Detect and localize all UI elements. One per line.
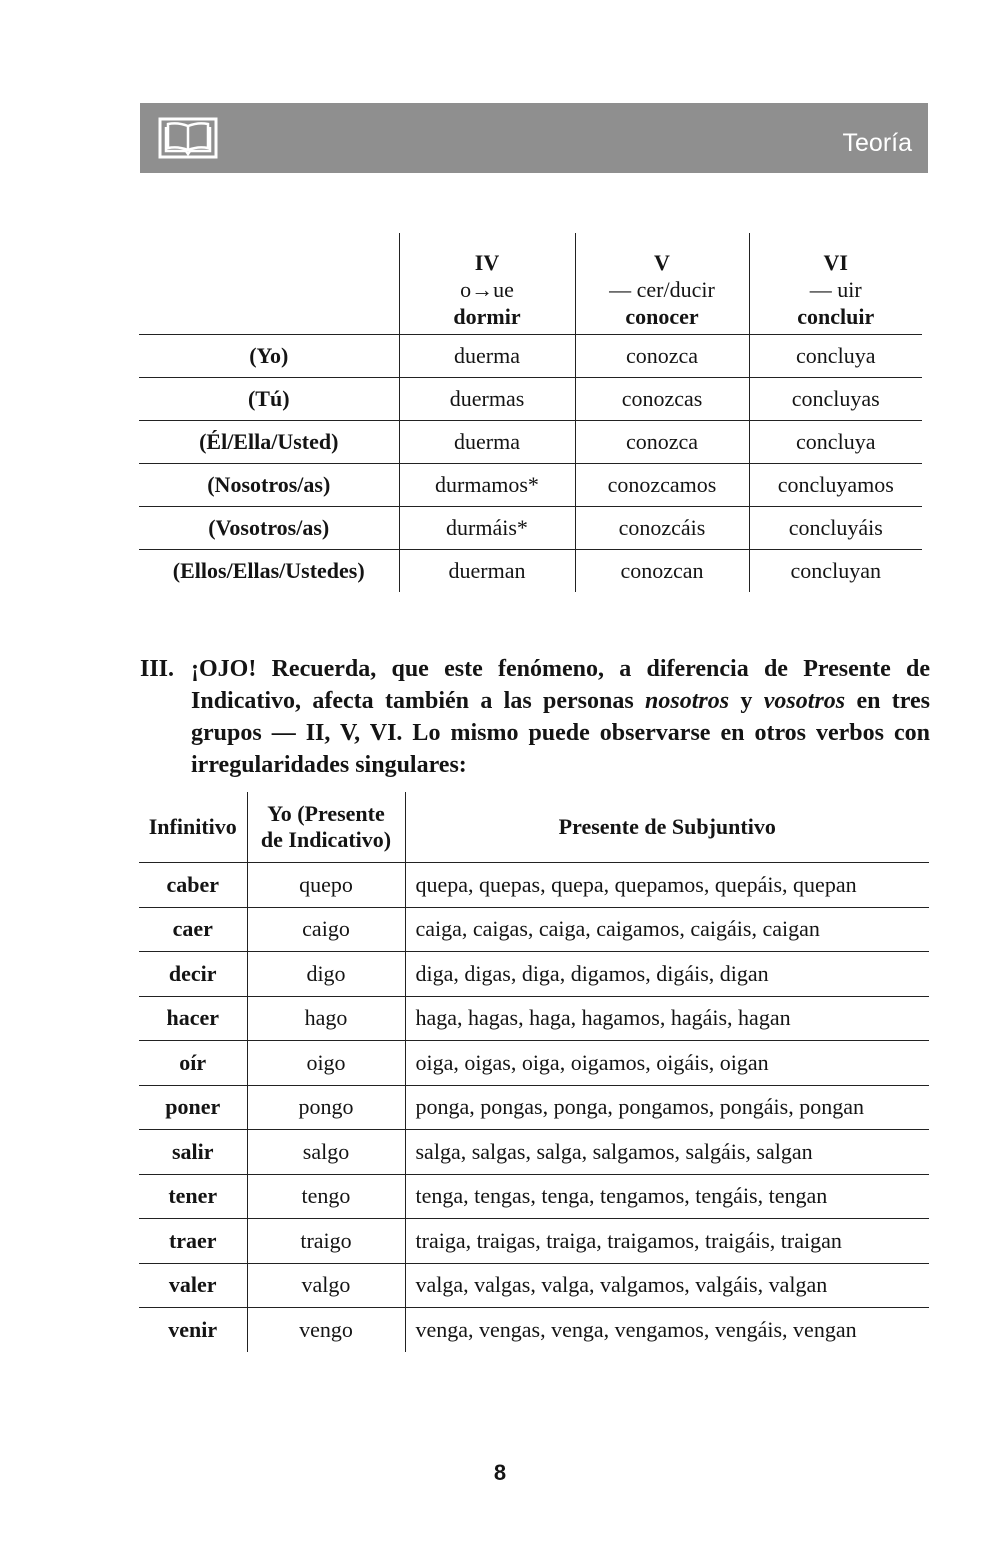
conjugation-table [139, 233, 922, 592]
infinitive-cell: poner [139, 1085, 247, 1130]
table-header-row [139, 233, 922, 335]
table-row [139, 335, 922, 378]
table-row [139, 1263, 929, 1308]
form-cell: concluyas [749, 378, 922, 421]
table-row [139, 507, 922, 550]
form-cell: duerma [399, 335, 575, 378]
paragraph-number: III. [140, 656, 175, 682]
infinitive-header: Infinitivo [139, 792, 247, 863]
infinitive-cell: decir [139, 952, 247, 997]
empty-header-cell [139, 233, 399, 335]
table-row [139, 550, 922, 593]
infinitive-cell: venir [168, 1316, 218, 1342]
subjunctive-cell: venga, vengas, venga, vengamos, vengáis, vengan [405, 1308, 929, 1352]
form-cell: duerma [399, 421, 575, 464]
yo-form-cell: salgo [247, 1130, 405, 1175]
subjunctive-cell: ponga, pongas, ponga, pongamos, pongáis, pongan [405, 1085, 929, 1130]
form-cell: conozcamos [575, 464, 749, 507]
subjunctive-cell: tenga, tengas, tenga, tengamos, tengáis, tengan [405, 1174, 929, 1219]
page-number: 8 [493, 1460, 507, 1485]
table-row [139, 464, 922, 507]
yo-form-cell: tengo [247, 1174, 405, 1219]
table-row [139, 863, 929, 908]
infinitive-cell: tener [139, 1174, 247, 1219]
yo-form-cell: caigo [247, 907, 405, 952]
infinitive-cell: caer [139, 907, 247, 952]
yo-form-cell: hago [247, 996, 405, 1041]
yo-form-cell: quepo [247, 863, 405, 908]
subjunctive-cell: haga, hagas, haga, hagamos, hagáis, hagan [405, 996, 929, 1041]
form-cell: concluyamos [749, 464, 922, 507]
form-cell: concluya [749, 335, 922, 378]
table-row [139, 1085, 929, 1130]
infinitive-cell: oír [139, 1041, 247, 1086]
pronoun-cell: (Él/Ella/Usted) [139, 421, 399, 464]
infinitive-cell: traer [139, 1219, 247, 1264]
pronoun-cell: (Yo) [139, 335, 399, 378]
table-row [139, 1219, 929, 1264]
yo-form-cell: pongo [247, 1085, 405, 1130]
form-cell: conozcáis [575, 507, 749, 550]
table-row [139, 1130, 929, 1175]
subjunctive-cell: caiga, caigas, caiga, caigamos, caigáis, caigan [405, 907, 929, 952]
group-header: IV o→ue dormir [399, 233, 575, 335]
pronoun-cell: (Tú) [139, 378, 399, 421]
table-row [139, 996, 929, 1041]
form-cell: duermas [399, 378, 575, 421]
form-cell: concluya [749, 421, 922, 464]
subjunctive-cell: diga, digas, diga, digamos, digáis, digan [405, 952, 929, 997]
subjunctive-cell: traiga, traigas, traiga, traigamos, traigáis, traigan [405, 1219, 929, 1264]
infinitive-cell: hacer [139, 996, 247, 1041]
subjunctive-cell: oiga, oigas, oiga, oigamos, oigáis, oigan [405, 1041, 929, 1086]
section-banner [140, 103, 928, 173]
form-cell: concluyan [749, 550, 922, 593]
pronoun-cell: (Ellos/Ellas/Ustedes) [172, 558, 365, 583]
form-cell: conozca [575, 421, 749, 464]
form-cell: conozcan [575, 550, 749, 593]
paragraph-text: ¡OJO! Recuerda, que este fenómeno, a diferencia de Presente de Indicativo, afecta también a las personas nosotros y vosotros en tres grupos — II, V, VI. Lo mismo puede observarse en otros verbos con irregularidades singulares: [191, 656, 931, 778]
infinitive-cell: valer [139, 1263, 247, 1308]
form-cell: duerman [399, 550, 575, 593]
form-cell: conozca [575, 335, 749, 378]
yo-form-cell: vengo [247, 1308, 405, 1352]
book-icon [158, 117, 218, 159]
yo-form-cell: digo [247, 952, 405, 997]
group-header: VI — uir concluir [749, 233, 922, 335]
form-cell: conozcas [575, 378, 749, 421]
note-paragraph [140, 653, 930, 781]
infinitive-cell: salir [139, 1130, 247, 1175]
pronoun-cell: (Vosotros/as) [139, 507, 399, 550]
table-row [139, 421, 922, 464]
subjunctive-cell: salga, salgas, salga, salgamos, salgáis, salgan [405, 1130, 929, 1175]
table-row [139, 378, 922, 421]
yo-form-cell: oigo [247, 1041, 405, 1086]
subjunctive-header: Presente de Subjuntivo [405, 792, 929, 863]
form-cell: durmamos* [399, 464, 575, 507]
emphasis-vosotros: vosotros [763, 688, 846, 714]
subjunctive-cell: valga, valgas, valga, valgamos, valgáis, valgan [405, 1263, 929, 1308]
pronoun-cell: (Nosotros/as) [139, 464, 399, 507]
yo-header: Yo (Presente de Indicativo) [247, 792, 405, 863]
table-row [139, 1174, 929, 1219]
table-header-row [139, 792, 929, 863]
table-row [139, 907, 929, 952]
table-row [139, 952, 929, 997]
form-cell: durmáis* [399, 507, 575, 550]
infinitive-cell: caber [139, 863, 247, 908]
yo-form-cell: valgo [247, 1263, 405, 1308]
emphasis-nosotros: nosotros [645, 688, 730, 714]
irregular-verbs-table [139, 792, 929, 1352]
section-title: Teoría [842, 129, 912, 157]
yo-form-cell: traigo [247, 1219, 405, 1264]
group-header: V — cer/ducir conocer [575, 233, 749, 335]
table-row [139, 1308, 929, 1352]
form-cell: concluyáis [749, 507, 922, 550]
table-row [139, 1041, 929, 1086]
subjunctive-cell: quepa, quepas, quepa, quepamos, quepáis, quepan [405, 863, 929, 908]
